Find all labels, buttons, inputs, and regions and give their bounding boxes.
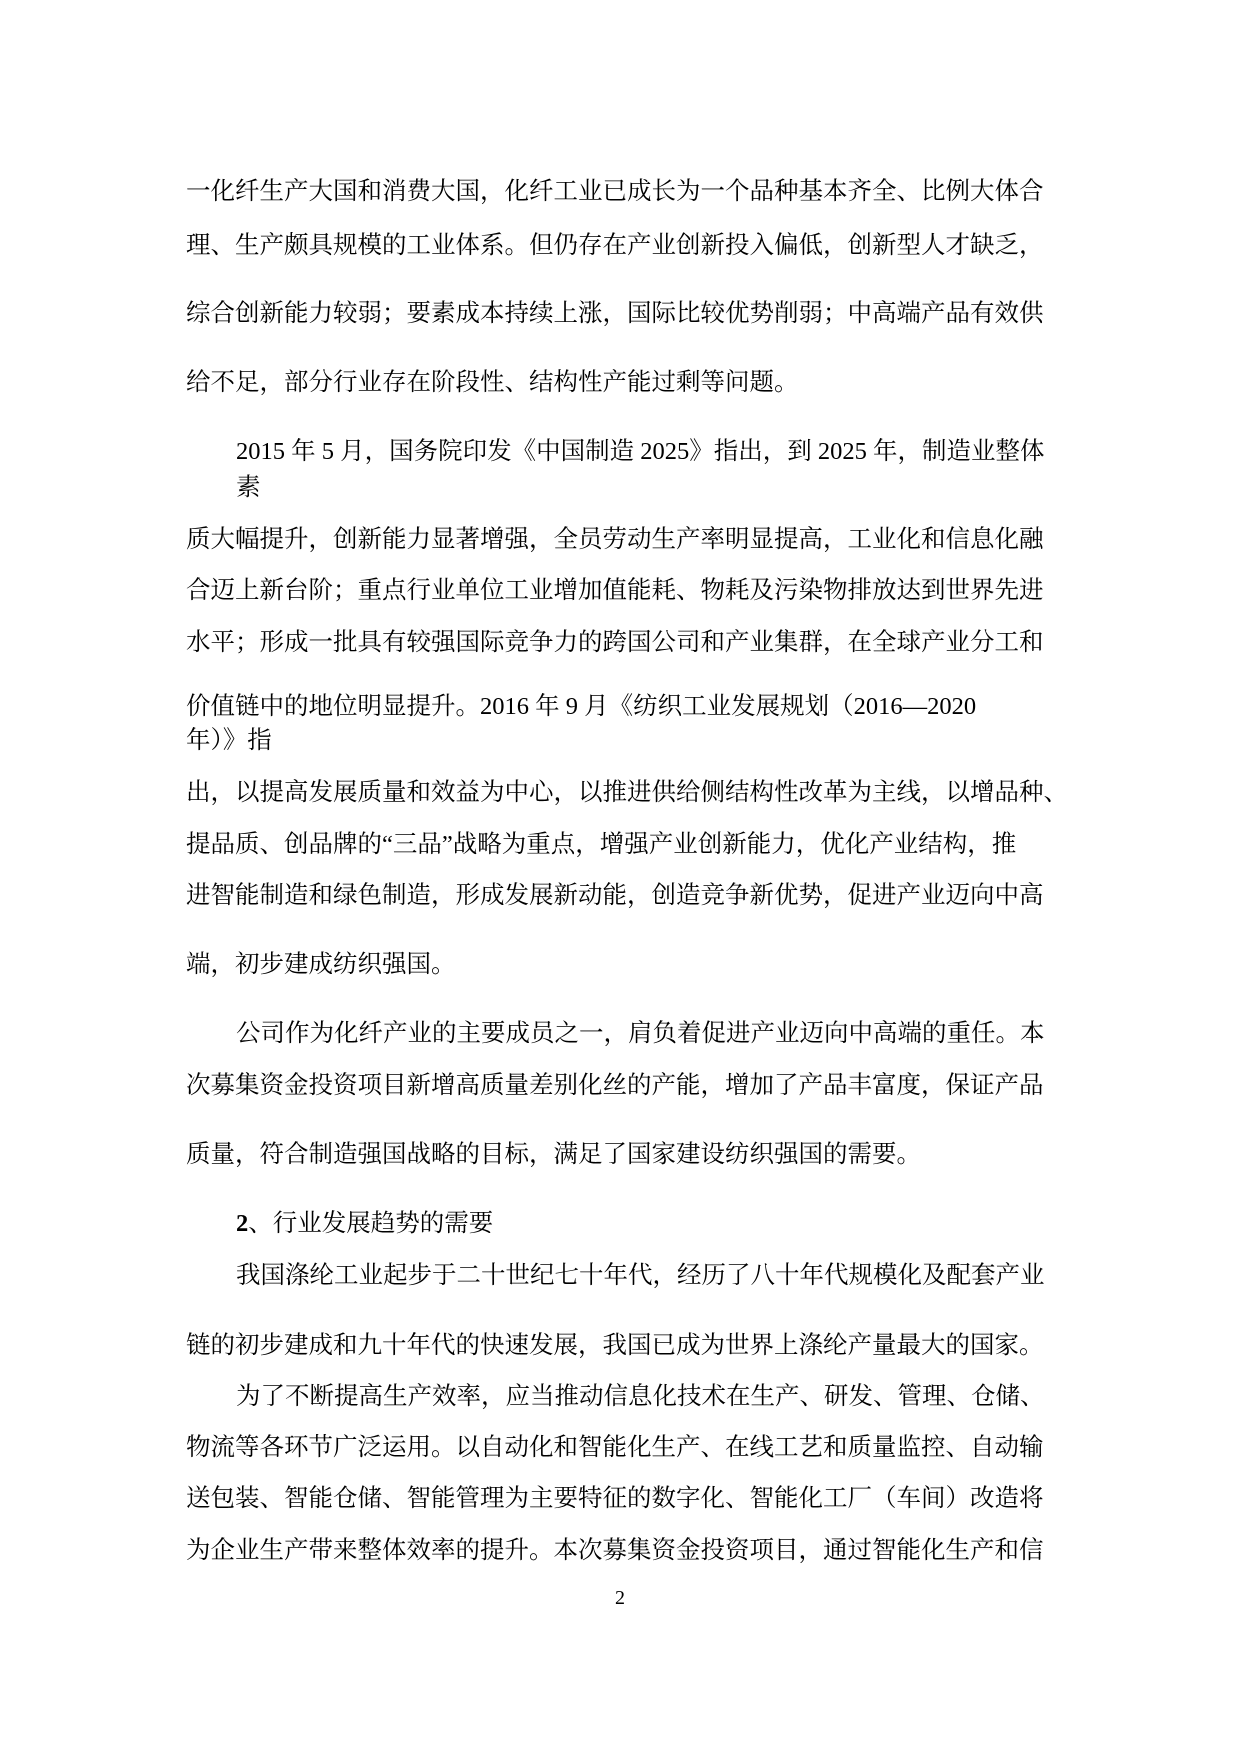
text-line: 送包装、智能仓储、智能管理为主要特征的数字化、智能化工厂（车间）改造将 (186, 1485, 1044, 1512)
text-line: 理、生产颇具规模的工业体系。但仍存在产业创新投入偏低，创新型人才缺乏， (186, 232, 1044, 259)
text-line: 质量，符合制造强国战略的目标，满足了国家建设纺织强国的需要。 (186, 1141, 921, 1168)
text-line: 进智能制造和绿色制造，形成发展新动能，创造竞争新优势，促进产业迈向中高 (186, 882, 1044, 909)
text-line: 合迈上新台阶；重点行业单位工业增加值能耗、物耗及污染物排放达到世界先进 (186, 577, 1044, 604)
text-line: 公司作为化纤产业的主要成员之一，肩负着促进产业迈向中高端的重任。本 (236, 1020, 1045, 1047)
text-line: 年）》指 (186, 727, 272, 754)
text-line: 素 (236, 474, 261, 501)
section-heading (236, 1210, 493, 1238)
text-line: 链的初步建成和九十年代的快速发展，我国已成为世界上涤纶产量最大的国家。 (186, 1332, 1044, 1359)
section-heading-title: 、行业发展趋势的需要 (248, 1210, 494, 1237)
text-line: 一化纤生产大国和消费大国，化纤工业已成长为一个品种基本齐全、比例大体合 (186, 178, 1044, 205)
text-line: 水平；形成一批具有较强国际竞争力的跨国公司和产业集群，在全球产业分工和 (186, 629, 1044, 656)
page-number: 2 (615, 1587, 625, 1609)
text-line: 为了不断提高生产效率，应当推动信息化技术在生产、研发、管理、仓储、 (236, 1383, 1045, 1410)
text-line: 价值链中的地位明显提升。2016 年 9 月《纺织工业发展规划（2016—2020 (186, 693, 977, 720)
text-line: 2015 年 5 月，国务院印发《中国制造 2025》指出，到 2025 年，制造业整体 (236, 438, 1045, 465)
text-line: 为企业生产带来整体效率的提升。本次募集资金投资项目，通过智能化生产和信 (186, 1537, 1044, 1564)
text-line: 出，以提高发展质量和效益为中心，以推进供给侧结构性改革为主线，以增品种、 (186, 779, 1068, 806)
text-line: 提品质、创品牌的“三品”战略为重点，增强产业创新能力，优化产业结构，推 (186, 831, 1017, 858)
text-line: 综合创新能力较弱；要素成本持续上涨，国际比较优势削弱；中高端产品有效供 (186, 300, 1044, 327)
section-heading-number: 2 (236, 1210, 249, 1237)
text-line: 端，初步建成纺织强国。 (186, 951, 456, 978)
text-line: 次募集资金投资项目新增高质量差别化丝的产能，增加了产品丰富度，保证产品 (186, 1072, 1044, 1099)
text-line: 质大幅提升，创新能力显著增强，全员劳动生产率明显提高，工业化和信息化融 (186, 526, 1044, 553)
text-line: 物流等各环节广泛运用。以自动化和智能化生产、在线工艺和质量监控、自动输 (186, 1434, 1044, 1461)
text-line: 我国涤纶工业起步于二十世纪七十年代，经历了八十年代规模化及配套产业 (236, 1262, 1045, 1289)
text-line: 给不足，部分行业存在阶段性、结构性产能过剩等问题。 (186, 369, 799, 396)
